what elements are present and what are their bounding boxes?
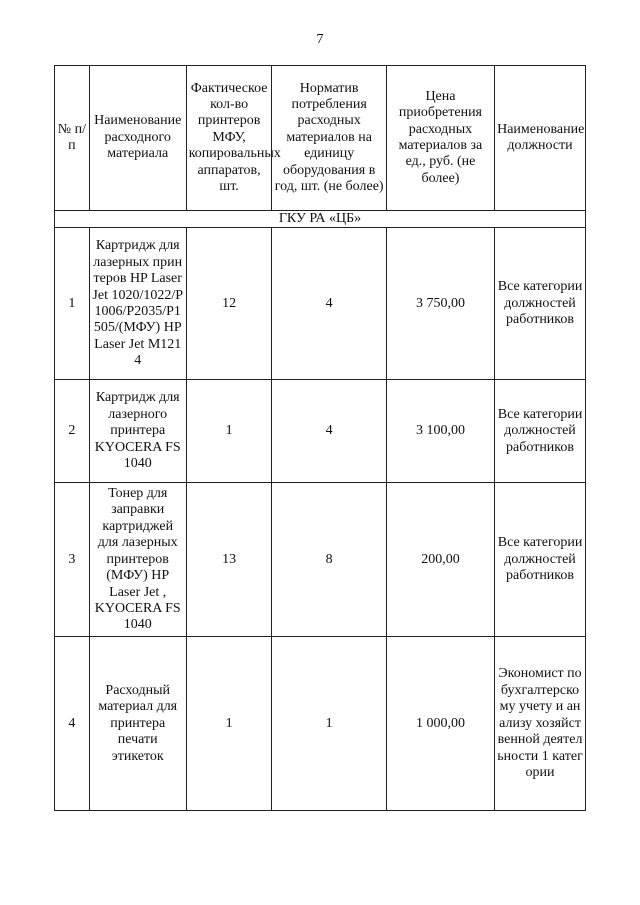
row-price: 3 100,00 <box>386 380 494 483</box>
table-row <box>55 228 586 380</box>
header-qty: Фактическое кол-во принтеров МФУ, копировальных аппаратов, шт. <box>186 66 272 211</box>
row-no: 4 <box>55 637 90 811</box>
row-name: Расходный материал для принтера печати этикеток <box>89 637 186 811</box>
table-row <box>55 483 586 637</box>
row-qty: 13 <box>186 483 272 637</box>
row-qty: 1 <box>186 637 272 811</box>
row-name: Тонер для заправки картриджей для лазерных принтеров (МФУ) HP Laser Jet , KYOCERA FS 1040 <box>89 483 186 637</box>
row-norm: 4 <box>272 380 386 483</box>
row-position: Все категории должностей работников <box>495 380 586 483</box>
header-name: Наименование расходного материала <box>89 66 186 211</box>
header-no: № п/п <box>55 66 90 211</box>
group-row <box>55 211 586 228</box>
table-row <box>55 637 586 811</box>
row-qty: 1 <box>186 380 272 483</box>
table-row <box>55 380 586 483</box>
header-position: Наименование должности <box>495 66 586 211</box>
row-position: Все категории должностей работников <box>495 483 586 637</box>
row-norm: 4 <box>272 228 386 380</box>
row-price: 3 750,00 <box>386 228 494 380</box>
row-name: Картридж для лазерных принтеров HP Laser Jet 1020/1022/P1006/P2035/P1505/(МФУ) HP Laser Jet M1214 <box>89 228 186 380</box>
row-no: 2 <box>55 380 90 483</box>
row-position: Экономист по бухгалтерскому учету и анализу хозяйственной деятельности 1 категории <box>495 637 586 811</box>
row-position: Все категории должностей работников <box>495 228 586 380</box>
header-norm: Норматив потребления расходных материалов на единицу оборудования в год, шт. (не более) <box>272 66 386 211</box>
row-price: 1 000,00 <box>386 637 494 811</box>
row-norm: 8 <box>272 483 386 637</box>
row-norm: 1 <box>272 637 386 811</box>
row-qty: 12 <box>186 228 272 380</box>
group-title: ГКУ РА «ЦБ» <box>55 211 586 228</box>
page-number: 7 <box>316 32 324 47</box>
row-name: Картридж для лазерного принтера KYOCERA FS 1040 <box>89 380 186 483</box>
row-no: 3 <box>55 483 90 637</box>
header-price: Цена приобретения расходных материалов за ед., руб. (не более) <box>386 66 494 211</box>
consumables-norms-table <box>54 65 586 811</box>
row-no: 1 <box>55 228 90 380</box>
table-header-row <box>55 66 586 211</box>
row-price: 200,00 <box>386 483 494 637</box>
